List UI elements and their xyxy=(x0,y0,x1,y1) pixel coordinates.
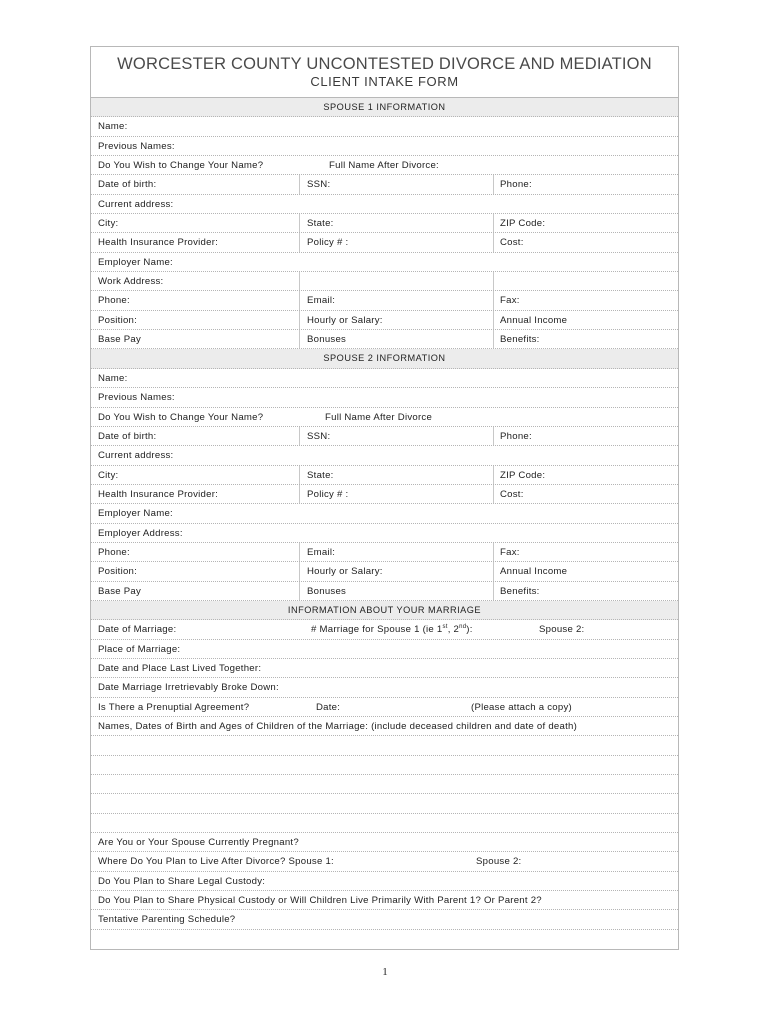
field-label: Date and Place Last Lived Together: xyxy=(98,662,262,674)
field-label: City: xyxy=(98,218,119,230)
spouse2-dob-row[interactable] xyxy=(91,427,678,446)
field-label: Where Do You Plan to Live After Divorce? Spouse 1: xyxy=(98,856,334,868)
live-after-row[interactable] xyxy=(91,852,678,871)
field-label: Names, Dates of Birth and Ages of Children of the Marriage: (include deceased children and date of death) xyxy=(98,721,578,732)
field-label: Name: xyxy=(98,372,128,384)
spouse2-section-header: SPOUSE 2 INFORMATION xyxy=(91,349,678,368)
children-blank-line[interactable] xyxy=(91,814,678,833)
spouse1-position-row[interactable] xyxy=(91,311,678,330)
spouse2-previous-names-field[interactable] xyxy=(91,388,678,407)
spouse2-employer-address-field[interactable] xyxy=(91,524,678,543)
field-label: City: xyxy=(98,469,119,481)
spouse1-section-header: SPOUSE 1 INFORMATION xyxy=(91,98,678,117)
spouse2-insurance-row[interactable] xyxy=(91,485,678,504)
page-number: 1 xyxy=(382,966,388,978)
field-label: Current address: xyxy=(98,450,174,462)
field-label: Cost: xyxy=(500,488,524,500)
field-label: Health Insurance Provider: xyxy=(98,237,219,249)
form-title: WORCESTER COUNTY UNCONTESTED DIVORCE AND MEDIATION xyxy=(117,55,652,73)
field-label: Date of Marriage: xyxy=(98,624,177,636)
spouse1-contact-row[interactable] xyxy=(91,291,678,310)
field-label: Name: xyxy=(98,121,128,133)
marriage-number-label: # Marriage for Spouse 1 (ie 1st, 2nd): xyxy=(311,624,473,636)
field-label: Cost: xyxy=(500,237,524,249)
marriage-place-field[interactable] xyxy=(91,640,678,659)
marriage-section-header: INFORMATION ABOUT YOUR MARRIAGE xyxy=(91,601,678,620)
spouse1-address-field[interactable] xyxy=(91,195,678,214)
spouse2-position-row[interactable] xyxy=(91,562,678,581)
form-title-block xyxy=(91,47,678,98)
form-subtitle: CLIENT INTAKE FORM xyxy=(310,74,459,89)
children-blank-line[interactable] xyxy=(91,775,678,794)
spouse2-pay-row[interactable] xyxy=(91,582,678,601)
field-label: Full Name After Divorce: xyxy=(329,160,439,172)
field-label: Spouse 2: xyxy=(476,856,522,868)
parenting-schedule-field[interactable] xyxy=(91,910,678,929)
field-label: ZIP Code: xyxy=(500,218,546,230)
spouse1-change-name-row[interactable] xyxy=(91,156,678,175)
spouse2-city-row[interactable] xyxy=(91,466,678,485)
field-label: Phone: xyxy=(98,546,130,558)
field-label: Base Pay xyxy=(98,334,142,346)
field-label: Tentative Parenting Schedule? xyxy=(98,914,236,926)
marriage-date-row[interactable] xyxy=(91,620,678,639)
field-label: Policy # : xyxy=(307,488,349,500)
field-label: Email: xyxy=(307,295,336,307)
field-label: Phone: xyxy=(98,295,130,307)
field-label: Bonuses xyxy=(307,334,347,346)
field-label: Do You Plan to Share Physical Custody or Will Children Live Primarily With Parent 1? Or Parent 2? xyxy=(98,895,542,907)
spouse1-city-row[interactable] xyxy=(91,214,678,233)
field-label: Annual Income xyxy=(500,566,568,578)
spouse2-change-name-row[interactable] xyxy=(91,408,678,427)
field-label: Previous Names: xyxy=(98,140,175,152)
last-lived-field[interactable] xyxy=(91,659,678,678)
field-label: Date: xyxy=(316,701,341,713)
field-label: Health Insurance Provider: xyxy=(98,488,219,500)
field-label: Benefits: xyxy=(500,585,540,597)
field-label: Bonuses xyxy=(307,585,347,597)
spouse1-pay-row[interactable] xyxy=(91,330,678,349)
spouse1-work-address-row[interactable] xyxy=(91,272,678,291)
field-label: Email: xyxy=(307,546,336,558)
field-label: Fax: xyxy=(500,295,520,307)
field-label: Current address: xyxy=(98,198,174,210)
broke-down-field[interactable] xyxy=(91,678,678,697)
field-label: Previous Names: xyxy=(98,392,175,404)
spouse1-previous-names-field[interactable] xyxy=(91,137,678,156)
field-label: Full Name After Divorce xyxy=(325,411,433,423)
children-blank-line[interactable] xyxy=(91,794,678,813)
spouse1-insurance-row[interactable] xyxy=(91,233,678,252)
children-field[interactable] xyxy=(91,717,678,736)
children-blank-line[interactable] xyxy=(91,756,678,775)
physical-custody-field[interactable] xyxy=(91,891,678,910)
field-label: ZIP Code: xyxy=(500,469,546,481)
field-label: Position: xyxy=(98,566,138,578)
field-label: Position: xyxy=(98,314,138,326)
field-label: Benefits: xyxy=(500,334,540,346)
field-label: Fax: xyxy=(500,546,520,558)
field-label: Hourly or Salary: xyxy=(307,314,383,326)
field-label: Employer Name: xyxy=(98,256,173,268)
field-label: Base Pay xyxy=(98,585,142,597)
spouse2-employer-name-field[interactable] xyxy=(91,504,678,523)
field-label: Is There a Prenuptial Agreement? xyxy=(98,701,250,713)
field-label: Place of Marriage: xyxy=(98,643,181,655)
prenup-row[interactable] xyxy=(91,698,678,717)
field-label: Policy # : xyxy=(307,237,349,249)
field-label: Annual Income xyxy=(500,314,568,326)
parenting-schedule-blank-line[interactable] xyxy=(91,930,678,949)
field-label: Do You Wish to Change Your Name? xyxy=(98,411,264,423)
field-label: Employer Name: xyxy=(98,508,173,520)
children-blank-line[interactable] xyxy=(91,736,678,755)
field-label: (Please attach a copy) xyxy=(471,701,572,713)
field-label: SSN: xyxy=(307,179,331,191)
field-label: Date of birth: xyxy=(98,179,157,191)
spouse2-name-field[interactable] xyxy=(91,369,678,388)
field-label: Hourly or Salary: xyxy=(307,566,383,578)
field-label: Phone: xyxy=(500,179,532,191)
field-label: State: xyxy=(307,218,334,230)
field-label: Date Marriage Irretrievably Broke Down: xyxy=(98,682,279,694)
spouse1-employer-name-field[interactable] xyxy=(91,253,678,272)
pregnant-field[interactable] xyxy=(91,833,678,852)
field-label: Are You or Your Spouse Currently Pregnant? xyxy=(98,837,299,849)
field-label: Phone: xyxy=(500,430,532,442)
field-label: Work Address: xyxy=(98,276,164,288)
spouse2-contact-row[interactable] xyxy=(91,543,678,562)
spouse1-name-field[interactable] xyxy=(91,117,678,136)
field-label: State: xyxy=(307,469,334,481)
field-label: SSN: xyxy=(307,430,331,442)
field-label: Do You Plan to Share Legal Custody: xyxy=(98,875,266,887)
field-label: Date of birth: xyxy=(98,430,157,442)
field-label: Do You Wish to Change Your Name? xyxy=(98,160,264,172)
spouse2-address-field[interactable] xyxy=(91,446,678,465)
intake-form xyxy=(90,46,679,950)
field-label: Employer Address: xyxy=(98,527,183,539)
legal-custody-field[interactable] xyxy=(91,872,678,891)
spouse1-dob-row[interactable] xyxy=(91,175,678,194)
field-label: Spouse 2: xyxy=(539,624,585,636)
